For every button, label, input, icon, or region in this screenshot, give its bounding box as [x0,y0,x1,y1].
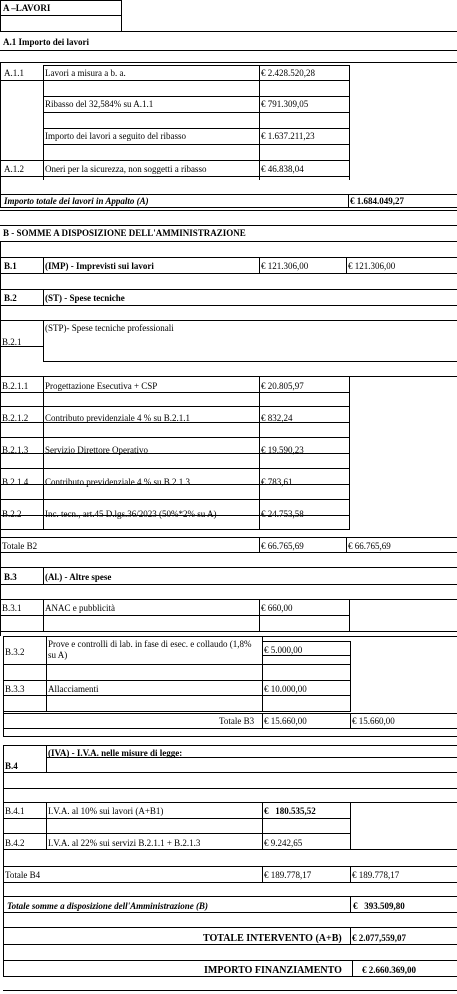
b3-code: B.3 [4,572,17,582]
totale-intervento-value: € 2.077,559,07 [352,933,406,943]
b3-desc: (Al.) - Altre spese [45,572,112,582]
total-b4-label: Totale B4 [5,870,41,880]
row-code: B.2.1.4 [2,477,29,487]
b21-code: B.2.1 [2,337,22,347]
importo-finanziamento-label: IMPORTO FINANZIAMENTO [204,965,342,976]
section-a1-subtitle: A.1 Importo dei lavori [3,37,89,47]
row-code: B.3.1 [2,603,22,613]
row-desc: ANAC e pubblicità [45,603,115,613]
row-amount: € 24.753,58 [261,509,304,519]
row-code: B.2.1.1 [2,381,29,391]
b1-code: B.1 [4,261,17,271]
total-b2-label: Totale B2 [2,541,38,551]
row-code: B.2.1.3 [2,445,29,455]
row-amount: € 9.242,65 [264,838,303,848]
row-code: B.3.2 [5,647,25,657]
row-desc: Oneri per la sicurezza, non soggetti a ribasso [45,164,207,174]
row-code: A.1.2 [4,164,24,174]
total-b4-total: € 189.778,17 [352,870,400,880]
section-a-title: A –LAVORI [3,3,51,13]
totale-intervento-label: TOTALE INTERVENTO (A+B) [203,933,342,944]
b1-desc: (IMP) - Imprevisti sui lavori [45,261,154,271]
total-b-value: € 393.509,80 [353,901,405,911]
b2-code: B.2 [4,293,17,303]
row-desc: Progettazione Esecutiva + CSP [45,381,158,391]
row-code: B.4.1 [5,806,25,816]
row-amount: € 791.309,05 [261,99,309,109]
importo-finanziamento-value: € 2.660.369,00 [362,965,416,975]
row-amount: € 20.805,97 [261,381,304,391]
total-b3-amount: € 15.660,00 [264,716,307,726]
row-amount: € 660,00 [261,603,293,613]
row-code: B.2.1.2 [2,413,29,423]
total-b-label: Totale somme a disposizione dell'Amministrazione (B) [7,901,208,911]
row-amount: € 5.000,00 [264,645,303,655]
b1-amount: € 121.306,00 [261,261,309,271]
row-amount: € 2.428.520,28 [261,68,315,78]
total-b2-amount: € 66.765,69 [261,541,304,551]
row-desc: Inc. tecn., art.45 D.lgs.36/2023 (50%*2% su A) [45,509,217,519]
row-amount: € 832,24 [261,413,293,423]
row-desc: Importo dei lavori a seguito del ribasso [45,131,186,141]
row-desc: I.V.A. al 22% sui servizi B.2.1.1 + B.2.1.3 [48,838,201,848]
total-a-value: € 1.684.049,27 [350,196,404,206]
row-desc: Servizio Direttore Operativo [45,445,148,455]
row-desc: Lavori a misura a b. a. [45,68,126,78]
total-a-label: Importo totale dei lavori in Appalto (A) [4,196,149,206]
row-code: A.1.1 [4,68,24,78]
row-desc: I.V.A. al 10% sui lavori (A+B1) [48,806,164,816]
total-b2-total: € 66.765,69 [348,541,391,551]
row-code: B.4.2 [5,838,25,848]
total-b3-total: € 15.660,00 [352,716,395,726]
b4-code: B.4 [5,761,18,771]
row-amount: € 46.838,04 [261,164,304,174]
row-desc: Allacciamenti [48,684,99,694]
row-amount: € 19.590,23 [261,445,304,455]
row-desc: Contributo previdenziale 4 % su B.2.1.1 [45,413,190,423]
b4-desc: (IVA) - I.V.A. nelle misure di legge: [48,748,183,758]
row-code: B.3.3 [5,684,25,694]
row-desc: Contributo previdenziale 4 % su B.2.1.3 [45,477,190,487]
total-b3-label: Totale B3 [219,716,255,726]
b2-desc: (ST) - Spese tecniche [45,293,125,303]
row-code: B.2.2 [2,509,22,519]
b21-desc: (STP)- Spese tecniche professionali [45,323,174,333]
row-amount: € 180.535,52 [264,806,316,816]
row-amount: € 783,61 [261,477,293,487]
row-desc: Ribasso del 32,584% su A.1.1 [45,99,154,109]
row-amount: € 10.000,00 [264,684,307,694]
b1-total: € 121.306,00 [348,261,396,271]
section-b-title: B - SOMME A DISPOSIZIONE DELL'AMMINISTRAZIONE [3,228,246,238]
row-amount: € 1.637.211,23 [261,131,315,141]
total-b4-amount: € 189.778,17 [264,870,312,880]
row-desc: Prove e controlli di lab. in fase di esec. e collaudo (1,8% su A) [48,639,252,660]
